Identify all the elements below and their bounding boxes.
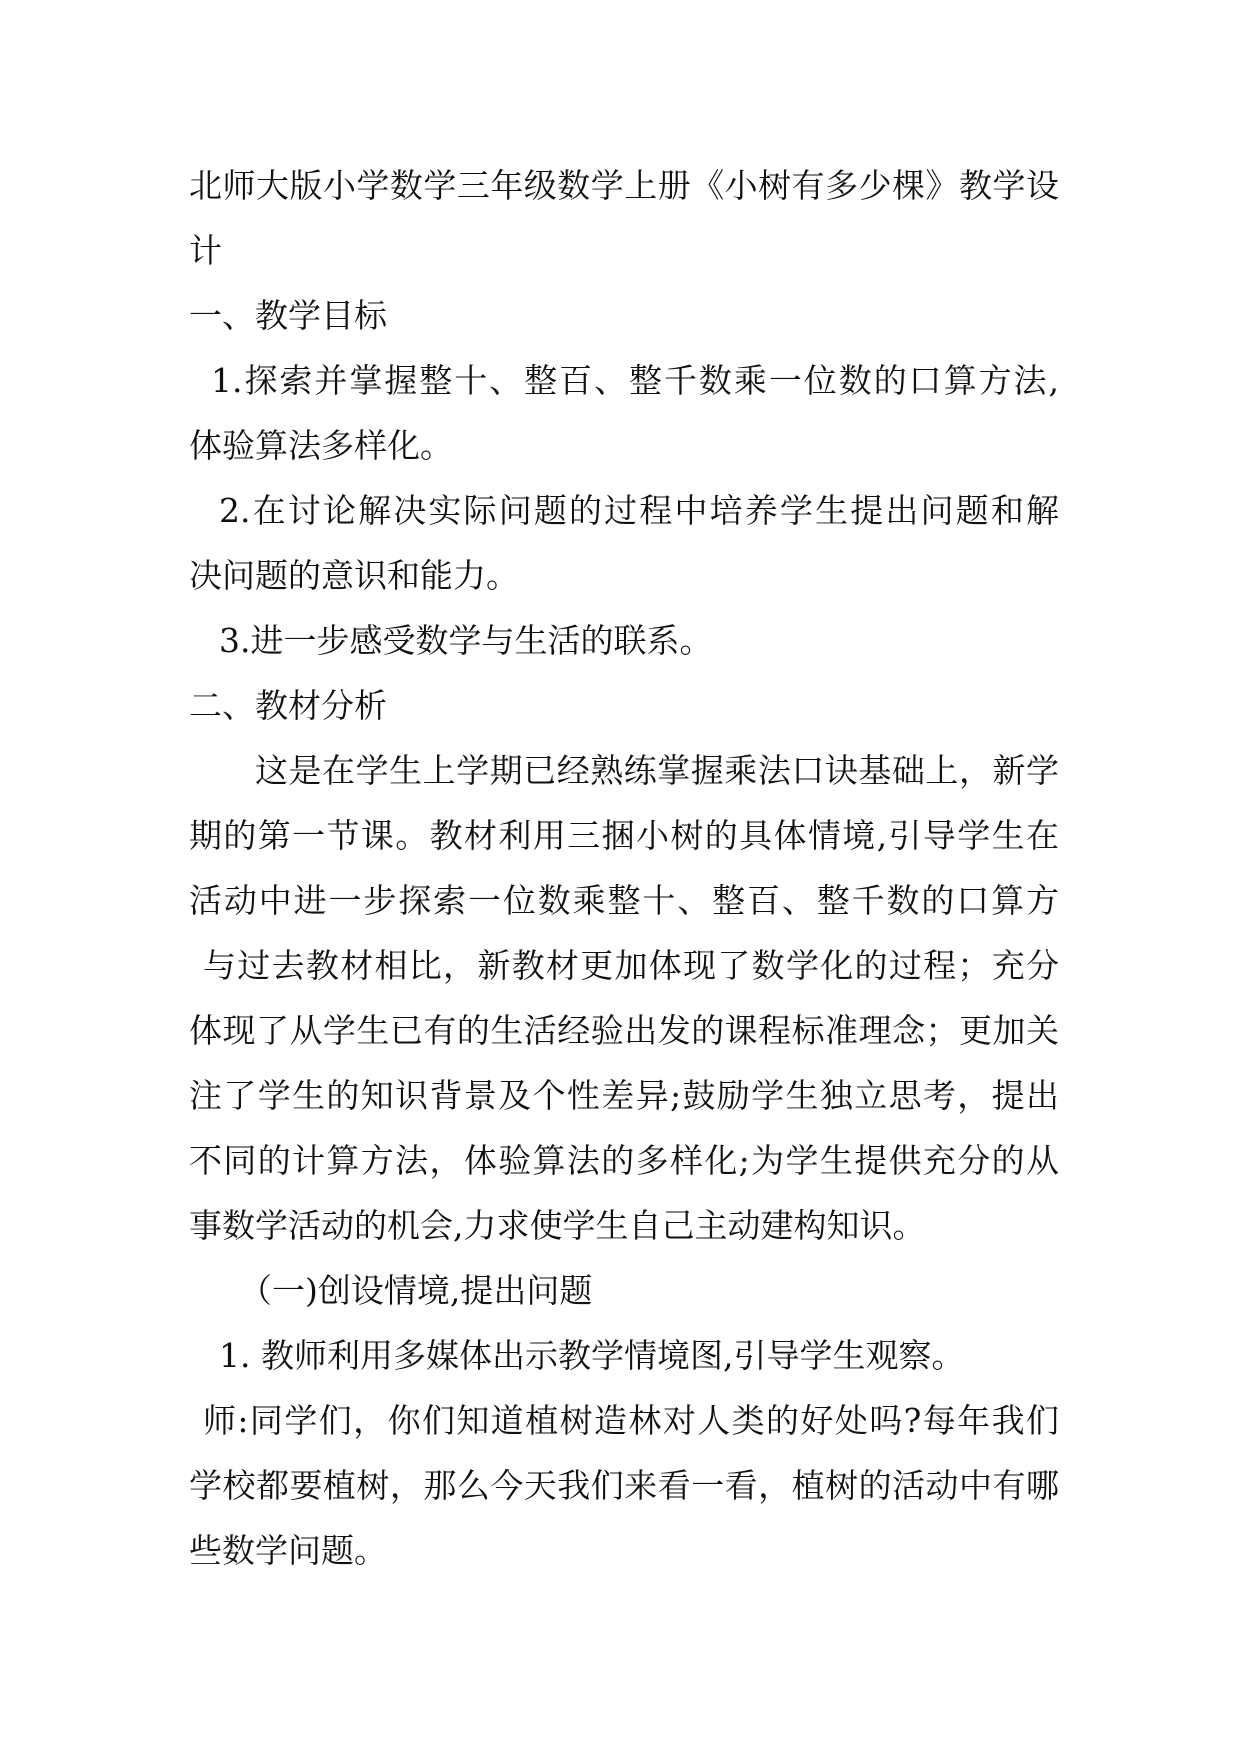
goal-1-line-2: 体验算法多样化。 bbox=[189, 426, 453, 465]
analysis-line-6: 注了学生的知识背景及个性差异;鼓励学生独立思考，提出 bbox=[189, 1076, 1059, 1115]
teacher-line-1: 师:同学们，你们知道植树造林对人类的好处吗?每年我们 bbox=[203, 1401, 1059, 1440]
analysis-line-7: 不同的计算方法，体验算法的多样化;为学生提供充分的从 bbox=[189, 1141, 1059, 1180]
subsection-heading-create-situation: （一)创设情境,提出问题 bbox=[239, 1271, 593, 1310]
goal-3: 3.进一步感受数学与生活的联系。 bbox=[219, 621, 713, 660]
teacher-line-3: 些数学问题。 bbox=[189, 1531, 387, 1570]
section-heading-teaching-goals: 一、教学目标 bbox=[189, 296, 387, 335]
goal-2-line-2: 决问题的意识和能力。 bbox=[189, 556, 519, 595]
analysis-line-5: 体现了从学生已有的生活经验出发的课程标准理念；更加关 bbox=[189, 1011, 1059, 1050]
teacher-line-2: 学校都要植树，那么今天我们来看一看，植树的活动中有哪 bbox=[189, 1466, 1059, 1505]
document-body bbox=[189, 153, 1059, 1583]
step-1: 1. 教师利用多媒体出示教学情境图,引导学生观察。 bbox=[219, 1336, 965, 1375]
analysis-line-1: 这是在学生上学期已经熟练掌握乘法口诀基础上，新学 bbox=[255, 751, 1059, 790]
document-title-line-1: 北师大版小学数学三年级数学上册《小树有多少棵》教学设 bbox=[189, 166, 1059, 205]
section-heading-material-analysis: 二、教材分析 bbox=[189, 686, 387, 725]
analysis-line-8: 事数学活动的机会,力求使学生自己主动建构知识。 bbox=[189, 1206, 926, 1245]
goal-1-line-1: 1.探索并掌握整十、整百、整千数乘一位数的口算方法, bbox=[211, 361, 1059, 400]
analysis-line-4: 与过去教材相比，新教材更加体现了数学化的过程；充分 bbox=[203, 946, 1059, 985]
goal-2-line-1: 2.在讨论解决实际问题的过程中培养学生提出问题和解 bbox=[219, 491, 1059, 530]
document-title-line-2: 计 bbox=[189, 231, 222, 270]
analysis-line-2: 期的第一节课。教材利用三捆小树的具体情境,引导学生在 bbox=[189, 816, 1059, 855]
analysis-line-3: 活动中进一步探索一位数乘整十、整百、整千数的口算方 bbox=[189, 881, 1059, 920]
